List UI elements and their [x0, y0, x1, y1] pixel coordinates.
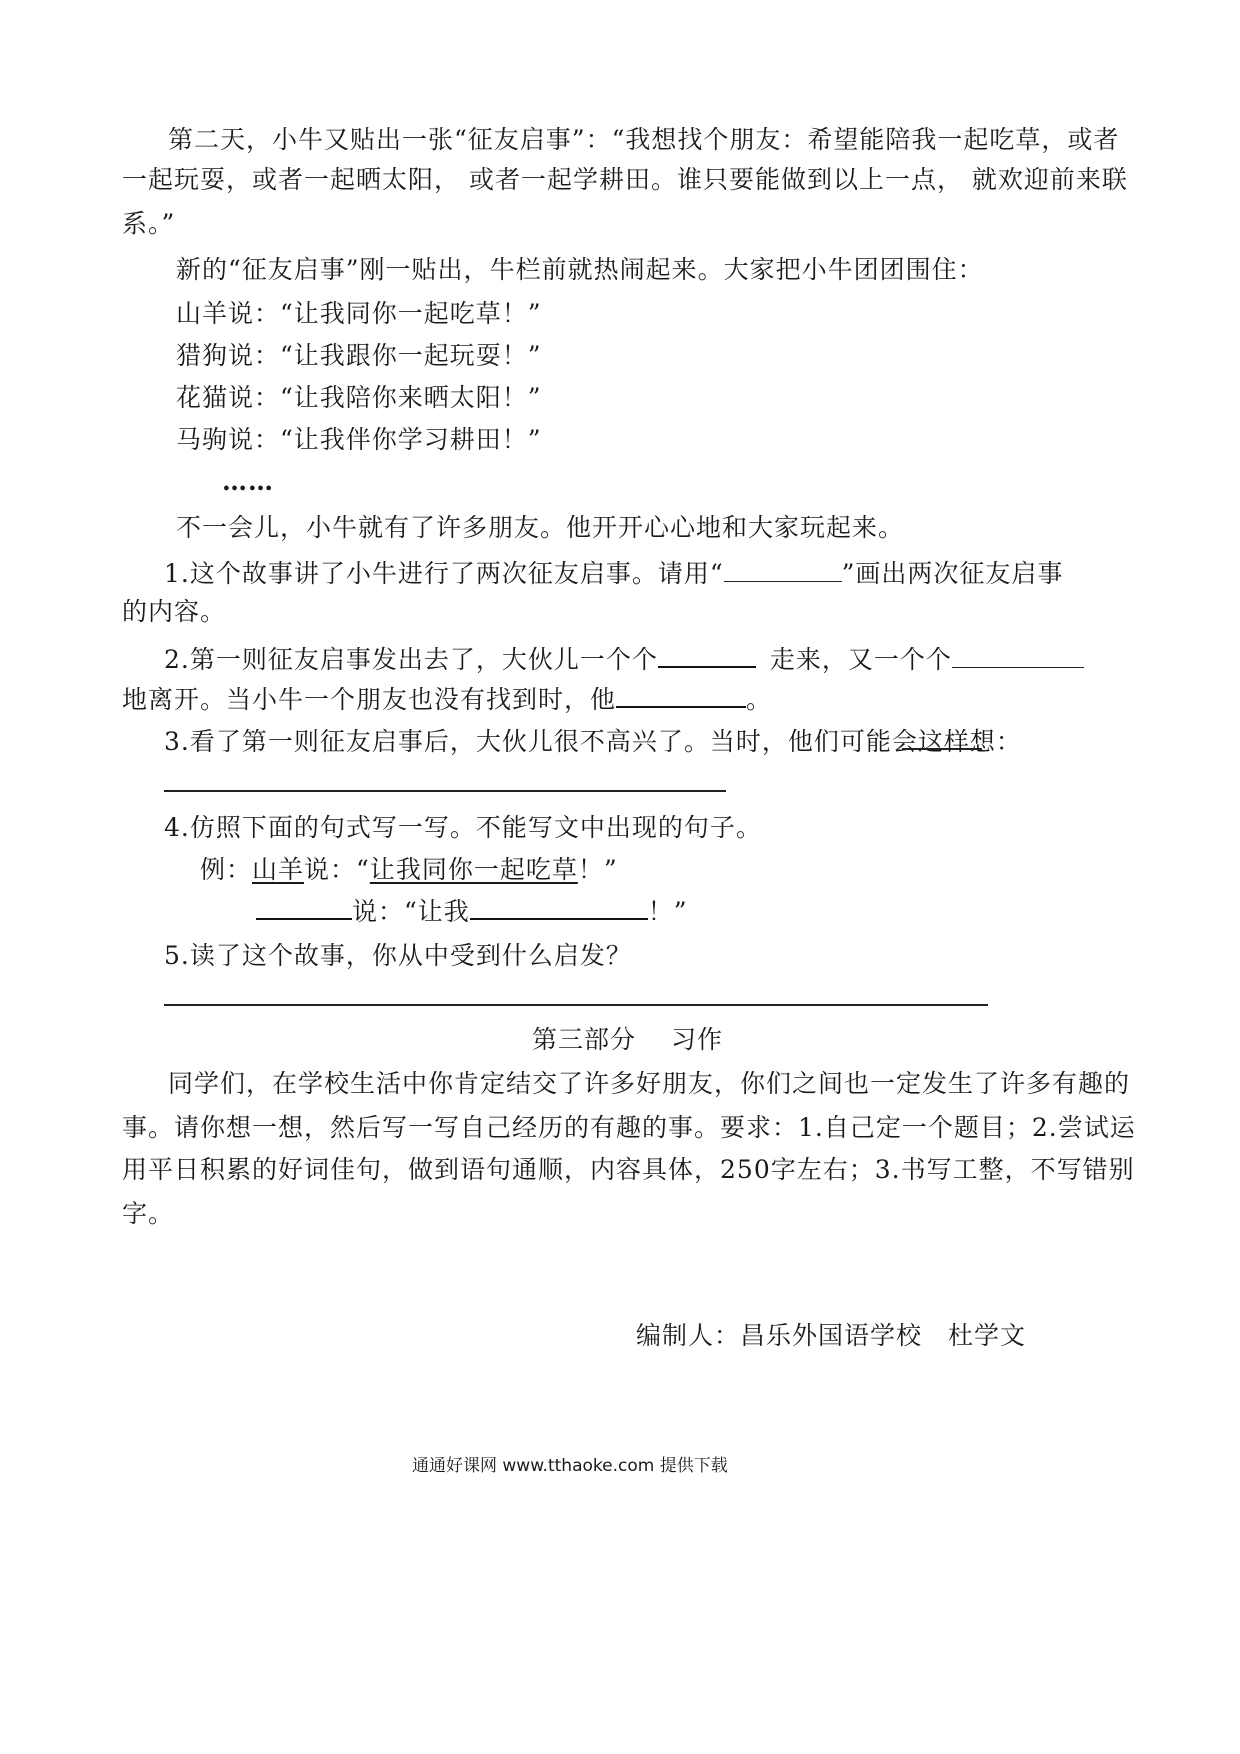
question-4-blank-speaker[interactable]	[256, 892, 352, 920]
dialogue-colt: 马驹说：“让我伴你学习耕田！”	[176, 425, 542, 454]
example-speaker: 山羊	[252, 855, 305, 884]
dialogue-goat: 山羊说：“让我同你一起吃草！”	[176, 299, 542, 328]
question-1-text-a: 1.这个故事讲了小牛进行了两次征友启事。请用“	[164, 559, 724, 588]
question-2-text-d: 。	[746, 685, 773, 714]
question-2-blank-came[interactable]	[658, 640, 756, 668]
question-2-line-2	[122, 680, 772, 720]
example-end: ！”	[577, 855, 618, 884]
question-1-text-b: ”画出两次征友启事	[841, 559, 1064, 588]
fill-end: ！”	[647, 897, 688, 926]
question-1-line-1	[164, 554, 1063, 594]
section-3-title: 第三部分 习作	[532, 1025, 723, 1054]
question-5-answer-line[interactable]	[164, 1004, 988, 1006]
question-4-fill-line	[256, 892, 688, 932]
question-4-example	[200, 850, 618, 890]
question-3-answer-line-1[interactable]	[902, 748, 982, 750]
story-paragraph-1-line-2: 一起玩耍，或者一起晒太阳， 或者一起学耕田。谁只要能做到以上一点， 就欢迎前来联	[122, 165, 1128, 194]
question-4-text: 4.仿照下面的句式写一写。不能写文中出现的句子。	[164, 813, 762, 842]
section-3-line-2: 事。请你想一想，然后写一写自己经历的有趣的事。要求：1.自己定一个题目；2.尝试运	[122, 1113, 1136, 1142]
story-paragraph-2: 新的“征友启事”刚一贴出，牛栏前就热闹起来。大家把小牛团团围住：	[176, 255, 984, 284]
example-says: 说：“	[304, 855, 370, 884]
question-1-line-2: 的内容。	[122, 597, 227, 626]
story-paragraph-1-line-3: 系。”	[122, 209, 176, 238]
question-5-text: 5.读了这个故事，你从中受到什么启发？	[164, 941, 632, 970]
example-quote: 让我同你一起吃草	[369, 855, 578, 884]
story-paragraph-3: 不一会儿，小牛就有了许多朋友。他开开心心地和大家玩起来。	[176, 513, 905, 542]
section-3-line-4: 字。	[122, 1199, 175, 1228]
question-2-text-c: 地离开。当小牛一个朋友也没有找到时，他	[122, 685, 617, 714]
question-3-answer-line-2[interactable]	[164, 790, 726, 792]
download-footer: 通通好课网 www.tthaoke.com 提供下载	[412, 1456, 728, 1476]
question-3-line	[164, 722, 1022, 762]
question-1-underline-sample	[724, 555, 842, 582]
question-4-blank-sentence[interactable]	[470, 892, 648, 920]
question-2-blank-left[interactable]	[952, 641, 1084, 668]
section-3-line-1: 同学们，在学校生活中你肯定结交了许多好朋友，你们之间也一定发生了许多有趣的	[168, 1069, 1131, 1098]
dialogue-hound: 猎狗说：“让我跟你一起玩耍！”	[176, 341, 542, 370]
question-3-text: 3.看了第一则征友启事后，大伙儿很不高兴了。当时，他们可能会这样想：	[164, 727, 1022, 756]
question-2-blank-he[interactable]	[616, 680, 746, 708]
section-3-line-3: 用平日积累的好词佳句，做到语句通顺，内容具体，250字左右；3.书写工整，不写错别	[122, 1155, 1135, 1184]
dialogue-cat: 花猫说：“让我陪你来晒太阳！”	[176, 383, 542, 412]
example-label: 例：	[200, 855, 253, 884]
question-2-line-1	[164, 640, 1084, 680]
author-credit: 编制人：昌乐外国语学校 杜学文	[636, 1321, 1027, 1350]
question-2-text-a: 2.第一则征友启事发出去了，大伙儿一个个	[164, 645, 658, 674]
fill-says: 说：“让我	[352, 897, 470, 926]
ellipsis: ……	[222, 467, 274, 496]
story-paragraph-1-line-1: 第二天，小牛又贴出一张“征友启事”：“我想找个朋友：希望能陪我一起吃草，或者	[168, 125, 1120, 154]
question-2-text-b: 走来，又一个个	[769, 645, 952, 674]
